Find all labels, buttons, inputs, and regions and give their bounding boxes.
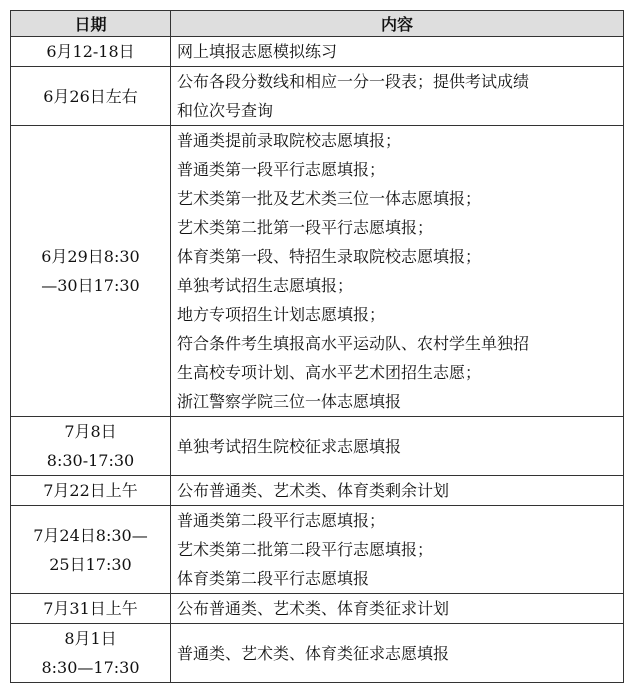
table-row [11,37,624,67]
content-text: 浙江警察学院三位一体志愿填报 [177,392,402,411]
table-header-row [11,11,624,37]
content-text: 网上填报志愿模拟练习 [177,42,338,61]
content-cell [171,67,624,126]
content-text: 和位次号查询 [177,101,274,120]
date-text: —30日17:30 [41,276,140,295]
content-cell [171,506,624,594]
date-cell [11,417,171,476]
date-cell [11,476,171,506]
date-text: 6月26日左右 [43,86,138,106]
date-text: 7月24日8:30— [33,525,148,545]
content-text: 生高校专项计划、高水平艺术团招生志愿； [177,363,482,382]
content-text: 单独考试招生院校征求志愿填报 [177,436,402,456]
table-row [11,67,624,126]
content-text: 普通类第二段平行志愿填报； [177,511,386,530]
date-cell [11,506,171,594]
content-text: 地方专项招生计划志愿填报； [177,305,386,324]
content-cell [171,624,624,683]
date-text: 8月1日 [64,629,117,648]
content-text: 体育类第二段平行志愿填报 [177,569,370,588]
date-cell [11,67,171,126]
content-cell [171,476,624,506]
date-text: 6月12-18日 [46,42,135,61]
date-cell [11,594,171,624]
date-text: 6月29日8:30 [41,247,140,266]
content-text: 普通类、艺术类、体育类征求志愿填报 [177,643,450,663]
content-text: 体育类第一段、特招生录取院校志愿填报； [177,247,482,266]
table-row [11,594,624,624]
date-text: 8:30—17:30 [41,658,140,677]
content-text: 公布普通类、艺术类、体育类征求计划 [177,599,450,618]
table-row [11,506,624,594]
date-cell [11,126,171,417]
content-text: 单独考试招生志愿填报； [177,276,354,295]
content-text: 艺术类第一批及艺术类三位一体志愿填报； [177,189,482,208]
date-text: 7月22日上午 [43,481,138,500]
content-cell [171,37,624,67]
table-row [11,476,624,506]
content-text: 艺术类第二批第二段平行志愿填报； [177,540,434,559]
date-text: 7月8日 [64,422,117,441]
content-text: 普通类提前录取院校志愿填报； [177,131,402,150]
content-text: 公布普通类、艺术类、体育类剩余计划 [177,481,450,500]
date-cell [11,624,171,683]
date-text: 25日17:30 [49,554,132,574]
header-content: 内容 [171,11,624,37]
content-text: 符合条件考生填报高水平运动队、农村学生单独招 [177,334,530,353]
content-text: 普通类第一段平行志愿填报； [177,160,386,179]
table-row [11,624,624,683]
content-cell [171,594,624,624]
schedule-table [10,10,624,683]
date-text: 8:30-17:30 [46,451,135,470]
date-text: 7月31日上午 [43,599,138,618]
header-date: 日期 [11,11,171,37]
content-cell [171,126,624,417]
content-text: 艺术类第二批第一段平行志愿填报； [177,218,434,237]
content-cell [171,417,624,476]
content-text: 公布各段分数线和相应一分一段表；提供考试成绩 [177,72,530,91]
date-cell [11,37,171,67]
table-row [11,417,624,476]
table-row [11,126,624,417]
